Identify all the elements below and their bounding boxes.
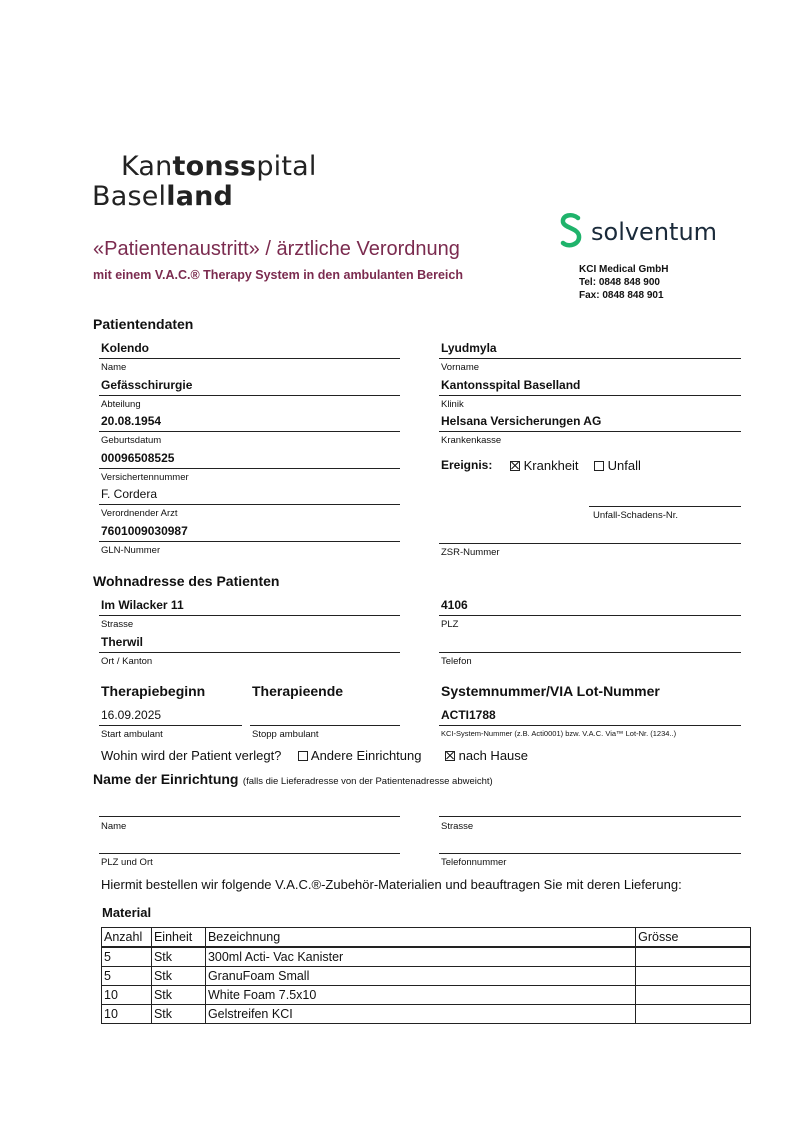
abteilung-value[interactable]: Gefässchirurgie xyxy=(101,378,193,392)
kci-tel: Tel: 0848 848 900 xyxy=(579,277,660,288)
material-title: Material xyxy=(102,905,152,920)
systemnummer-title: Systemnummer/VIA Lot-Nummer xyxy=(441,683,660,699)
name-label: Name xyxy=(101,362,127,373)
einrichtung-telefon-label: Telefonnummer xyxy=(441,857,507,868)
einrichtung-strasse-label: Strasse xyxy=(441,821,474,832)
stopp-ambulant-label: Stopp ambulant xyxy=(252,729,319,740)
krankheit-label: Krankheit xyxy=(523,458,579,473)
start-ambulant-label: Start ambulant xyxy=(101,729,163,740)
table-row xyxy=(102,1005,751,1024)
geburtsdatum-value[interactable]: 20.08.1954 xyxy=(101,414,162,428)
verlegt-question: Wohin wird der Patient verlegt? xyxy=(101,748,282,763)
ort-label: Ort / Kanton xyxy=(101,656,153,667)
table-row xyxy=(102,986,751,1005)
ereignis-unfall-option[interactable] xyxy=(594,458,641,473)
header-einheit: Einheit xyxy=(151,928,205,948)
vorname-value[interactable]: Lyudmyla xyxy=(441,341,497,355)
section-patientendaten: Patientendaten xyxy=(93,316,194,332)
krankenkasse-label: Krankenkasse xyxy=(441,435,502,446)
header-anzahl: Anzahl xyxy=(102,928,152,948)
cell-anzahl[interactable]: 10 xyxy=(102,1005,152,1024)
arzt-label: Verordnender Arzt xyxy=(101,508,178,519)
nach-hause-checkbox[interactable] xyxy=(445,751,455,761)
cell-bezeichnung[interactable]: GranuFoam Small xyxy=(205,967,635,986)
material-table xyxy=(101,927,751,1024)
ereignis-label: Ereignis: xyxy=(441,458,493,472)
table-row xyxy=(102,967,751,986)
ereignis-krankheit-option[interactable] xyxy=(510,458,579,473)
cell-anzahl[interactable]: 10 xyxy=(102,986,152,1005)
cell-anzahl[interactable]: 5 xyxy=(102,967,152,986)
page-title: «Patientenaustritt» / ärztliche Verordnung xyxy=(93,238,460,260)
cell-groesse[interactable] xyxy=(636,967,751,986)
vorname-label: Vorname xyxy=(441,362,480,373)
strasse-value[interactable]: Im Wilacker 11 xyxy=(101,598,184,612)
versichertennummer-value[interactable]: 00096508525 xyxy=(101,451,175,465)
option-nach-hause[interactable] xyxy=(445,748,528,763)
cell-anzahl[interactable]: 5 xyxy=(102,947,152,967)
systemnummer-value[interactable]: ACTI1788 xyxy=(441,708,496,722)
cell-groesse[interactable] xyxy=(636,986,751,1005)
stopp-ambulant-line[interactable] xyxy=(250,725,400,726)
gln-label: GLN-Nummer xyxy=(101,545,161,556)
cell-einheit[interactable]: Stk xyxy=(151,1005,205,1024)
page-subtitle: mit einem V.A.C.® Therapy System in den ambulanten Bereich xyxy=(93,268,463,282)
cell-einheit[interactable]: Stk xyxy=(151,947,205,967)
abteilung-label: Abteilung xyxy=(101,399,141,410)
einrichtung-name-label: Name xyxy=(101,821,127,832)
einrichtung-telefon-line[interactable] xyxy=(439,853,741,854)
header-groesse: Grösse xyxy=(636,928,751,948)
kantonsspital-logo-line2: Baselland xyxy=(92,181,234,212)
zsr-line[interactable] xyxy=(439,543,741,544)
header-bezeichnung: Bezeichnung xyxy=(205,928,635,948)
systemnummer-label: KCI-System-Nummer (z.B. Acti0001) bzw. V.A.C. Via™ Lot-Nr. (1234..) xyxy=(441,729,677,738)
klinik-value[interactable]: Kantonsspital Baselland xyxy=(441,378,581,392)
arzt-value[interactable]: F. Cordera xyxy=(101,487,158,501)
krankenkasse-value[interactable]: Helsana Versicherungen AG xyxy=(441,414,602,428)
solventum-logo xyxy=(558,212,586,255)
table-row xyxy=(102,947,751,967)
therapieende-title: Therapieende xyxy=(252,683,344,699)
unfall-nr-label: Unfall-Schadens-Nr. xyxy=(593,510,679,521)
unfall-label: Unfall xyxy=(607,458,641,473)
cell-einheit[interactable]: Stk xyxy=(151,986,205,1005)
unfall-checkbox[interactable] xyxy=(594,461,604,471)
telefon-line[interactable] xyxy=(439,652,741,653)
kci-fax: Fax: 0848 848 901 xyxy=(579,290,664,301)
telefon-label: Telefon xyxy=(441,656,472,667)
strasse-label: Strasse xyxy=(101,619,134,630)
andere-einrichtung-checkbox[interactable] xyxy=(298,751,308,761)
ort-value[interactable]: Therwil xyxy=(101,635,144,649)
therapiebeginn-title: Therapiebeginn xyxy=(101,683,206,699)
solventum-wordmark: solventum xyxy=(591,218,718,246)
section-wohnadresse: Wohnadresse des Patienten xyxy=(93,573,280,589)
cell-groesse[interactable] xyxy=(636,947,751,967)
start-ambulant-value[interactable]: 16.09.2025 xyxy=(101,708,162,722)
einrichtung-strasse-line[interactable] xyxy=(439,816,741,817)
geburtsdatum-label: Geburtsdatum xyxy=(101,435,162,446)
material-header-row xyxy=(102,928,751,948)
andere-einrichtung-label: Andere Einrichtung xyxy=(310,748,422,763)
cell-bezeichnung[interactable]: 300ml Acti- Vac Kanister xyxy=(205,947,635,967)
einrichtung-plz-label: PLZ und Ort xyxy=(101,857,153,868)
gln-value[interactable]: 7601009030987 xyxy=(101,524,188,538)
nach-hause-label: nach Hause xyxy=(458,748,529,763)
cell-einheit[interactable]: Stk xyxy=(151,967,205,986)
unfall-nr-line[interactable] xyxy=(589,506,741,507)
plz-value[interactable]: 4106 xyxy=(441,598,468,612)
plz-label: PLZ xyxy=(441,619,459,630)
cell-bezeichnung[interactable]: White Foam 7.5x10 xyxy=(205,986,635,1005)
zsr-label: ZSR-Nummer xyxy=(441,547,500,558)
cell-bezeichnung[interactable]: Gelstreifen KCI xyxy=(205,1005,635,1024)
kantonsspital-logo-line1: Kantonsspital xyxy=(121,151,317,182)
name-value[interactable]: Kolendo xyxy=(101,341,149,355)
cell-groesse[interactable] xyxy=(636,1005,751,1024)
versichertennummer-label: Versichertennummer xyxy=(101,472,189,483)
einrichtung-name-line[interactable] xyxy=(99,816,400,817)
einrichtung-plz-line[interactable] xyxy=(99,853,400,854)
section-einrichtung: Name der Einrichtung (falls die Lieferadresse von der Patientenadresse abweicht) xyxy=(93,771,493,787)
kci-company: KCI Medical GmbH xyxy=(579,264,669,275)
krankheit-checkbox[interactable] xyxy=(510,461,520,471)
order-text: Hiermit bestellen wir folgende V.A.C.®-Zubehör-Materialien und beauftragen Sie mit deren Lieferung: xyxy=(101,877,682,892)
solventum-s-icon xyxy=(558,212,586,250)
klinik-label: Klinik xyxy=(441,399,464,410)
option-andere-einrichtung[interactable] xyxy=(298,748,421,763)
